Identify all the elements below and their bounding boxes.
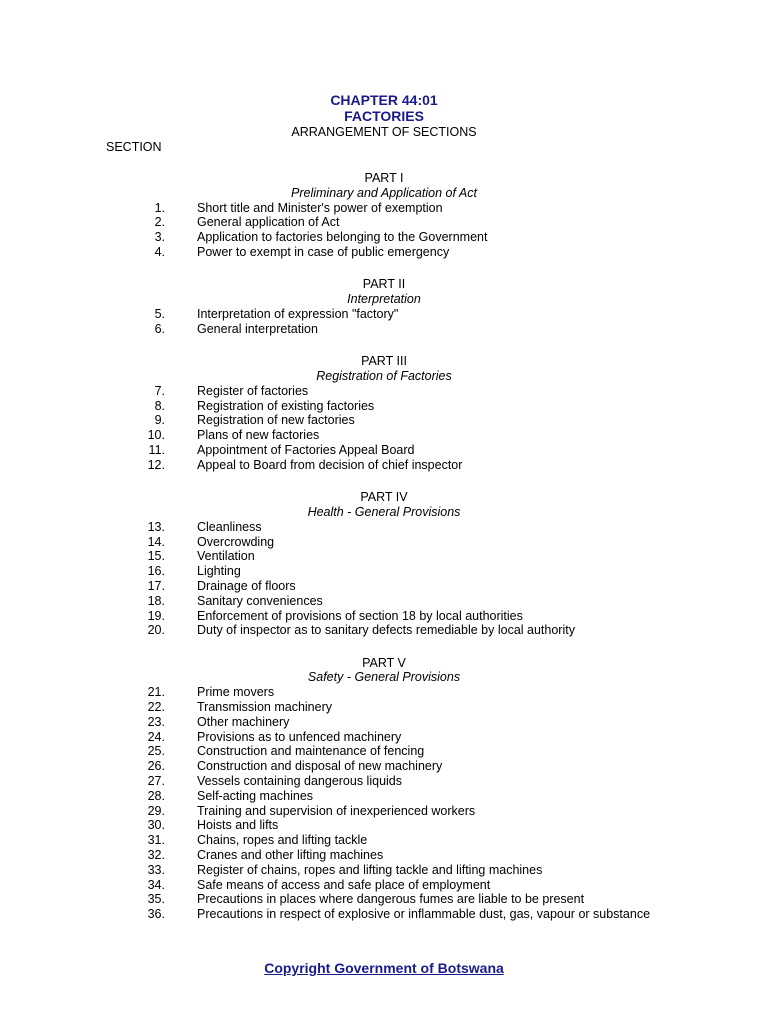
section-number: 35. [147, 892, 165, 907]
section-title: Registration of new factories [197, 413, 355, 428]
section-number: 4. [154, 244, 165, 259]
section-entry [0, 413, 768, 428]
section-number: 33. [147, 862, 165, 877]
section-column-label: SECTION [106, 140, 162, 154]
section-title: Duty of inspector as to sanitary defects remediable by local authority [197, 623, 575, 638]
section-entry [0, 564, 768, 579]
section-number: 16. [147, 564, 165, 579]
section-number: 15. [147, 549, 165, 564]
part-block [0, 354, 768, 472]
section-entry [0, 443, 768, 458]
section-title: Drainage of floors [197, 578, 296, 593]
section-entry [0, 907, 768, 922]
part-subtitle: Health - General Provisions [307, 504, 461, 519]
part-heading: PART III [361, 354, 407, 369]
section-title: Chains, ropes and lifting tackle [197, 833, 368, 848]
section-number: 14. [147, 534, 165, 549]
section-entry [0, 535, 768, 550]
section-number: 8. [154, 398, 165, 413]
section-number: 13. [147, 519, 165, 534]
section-title: Appointment of Factories Appeal Board [197, 442, 415, 457]
section-entry [0, 230, 768, 245]
section-number: 36. [147, 907, 165, 922]
part-block [0, 656, 768, 922]
section-title: Vessels containing dangerous liquids [197, 774, 402, 789]
section-title: Cranes and other lifting machines [197, 848, 384, 863]
section-title: Sanitary conveniences [197, 593, 323, 608]
section-number: 6. [154, 321, 165, 336]
section-entry [0, 428, 768, 443]
section-entry [0, 322, 768, 337]
section-title: Precautions in respect of explosive or inflammable dust, gas, vapour or substance [197, 907, 651, 922]
section-number: 20. [147, 623, 165, 638]
section-title: Cleanliness [197, 519, 262, 534]
act-title: FACTORIES [344, 108, 424, 124]
part-heading: PART V [362, 655, 406, 670]
section-number: 29. [147, 803, 165, 818]
section-number: 9. [154, 413, 165, 428]
part-block [0, 277, 768, 336]
arrangement-heading: ARRANGEMENT OF SECTIONS [291, 125, 477, 139]
section-title: Training and supervision of inexperienced workers [197, 803, 476, 818]
part-subtitle: Registration of Factories [316, 368, 452, 383]
section-number: 30. [147, 818, 165, 833]
section-entry [0, 818, 768, 833]
section-number: 32. [147, 848, 165, 863]
section-number: 2. [154, 215, 165, 230]
section-title: Provisions as to unfenced machinery [197, 729, 402, 744]
section-title: Application to factories belonging to the Government [197, 230, 488, 245]
section-entry [0, 878, 768, 893]
section-entry [0, 833, 768, 848]
section-number: 34. [147, 877, 165, 892]
section-entry [0, 307, 768, 322]
section-entry [0, 863, 768, 878]
section-title: Plans of new factories [197, 428, 320, 443]
section-entry [0, 892, 768, 907]
copyright-link[interactable]: Copyright Government of Botswana [264, 960, 504, 976]
section-entry [0, 399, 768, 414]
section-title: Construction and maintenance of fencing [197, 744, 425, 759]
section-title: Self-acting machines [197, 788, 314, 803]
section-entry [0, 215, 768, 230]
section-title: Transmission machinery [197, 700, 332, 715]
section-entry [0, 384, 768, 399]
section-title: Appeal to Board from decision of chief inspector [197, 457, 463, 472]
section-number: 7. [154, 383, 165, 398]
section-title: Short title and Minister's power of exemption [197, 200, 443, 215]
section-number: 19. [147, 608, 165, 623]
part-block [0, 171, 768, 260]
section-entry [0, 759, 768, 774]
section-title: Precautions in places where dangerous fumes are liable to be present [197, 892, 585, 907]
section-number: 17. [147, 578, 165, 593]
section-title: Hoists and lifts [197, 818, 279, 833]
section-entry [0, 685, 768, 700]
section-title: Safe means of access and safe place of employment [197, 877, 491, 892]
section-number: 23. [147, 714, 165, 729]
part-subtitle: Preliminary and Application of Act [291, 185, 477, 200]
part-heading: PART II [362, 277, 406, 292]
part-heading: PART IV [360, 490, 408, 505]
section-entry [0, 715, 768, 730]
section-entry [0, 744, 768, 759]
section-number: 24. [147, 729, 165, 744]
section-title: Lighting [197, 564, 241, 579]
copyright-footer [0, 960, 768, 977]
section-number: 22. [147, 700, 165, 715]
part-heading: PART I [364, 171, 404, 185]
section-title: Enforcement of provisions of section 18 by local authorities [197, 608, 523, 623]
section-entry [0, 774, 768, 789]
section-title: Other machinery [197, 714, 290, 729]
section-entry [0, 848, 768, 863]
section-entry [0, 579, 768, 594]
section-title: General application of Act [197, 215, 340, 230]
section-number: 27. [147, 774, 165, 789]
section-number: 1. [154, 200, 165, 215]
section-title: Power to exempt in case of public emergency [197, 244, 450, 259]
part-subtitle: Safety - General Provisions [307, 670, 461, 685]
section-title: General interpretation [197, 321, 318, 336]
section-title: Overcrowding [197, 534, 275, 549]
section-title: Registration of existing factories [197, 398, 375, 413]
section-entry [0, 700, 768, 715]
section-entry [0, 609, 768, 624]
section-number: 5. [154, 306, 165, 321]
section-number: 11. [148, 442, 165, 457]
section-entry [0, 245, 768, 260]
section-entry [0, 789, 768, 804]
section-title: Interpretation of expression "factory" [197, 306, 399, 321]
table-of-contents [0, 171, 768, 940]
section-entry [0, 201, 768, 216]
section-entry [0, 594, 768, 609]
section-title: Ventilation [197, 549, 255, 564]
section-entry [0, 623, 768, 638]
section-number: 26. [147, 759, 165, 774]
section-number: 10. [147, 428, 165, 443]
section-title: Construction and disposal of new machinery [197, 759, 443, 774]
section-title: Prime movers [197, 685, 275, 700]
section-number: 31. [147, 833, 165, 848]
section-entry [0, 549, 768, 564]
section-entry [0, 520, 768, 535]
section-entry [0, 458, 768, 473]
section-title: Register of chains, ropes and lifting tackle and lifting machines [197, 862, 543, 877]
section-number: 25. [147, 744, 165, 759]
part-block [0, 490, 768, 638]
chapter-number: CHAPTER 44:01 [330, 92, 438, 108]
section-entry [0, 730, 768, 745]
section-title: Register of factories [197, 383, 309, 398]
section-number: 28. [147, 788, 165, 803]
section-number: 18. [147, 593, 165, 608]
section-entry [0, 804, 768, 819]
section-number: 12. [147, 457, 165, 472]
section-number: 3. [154, 230, 165, 245]
section-number: 21. [147, 685, 165, 700]
part-subtitle: Interpretation [347, 292, 421, 307]
